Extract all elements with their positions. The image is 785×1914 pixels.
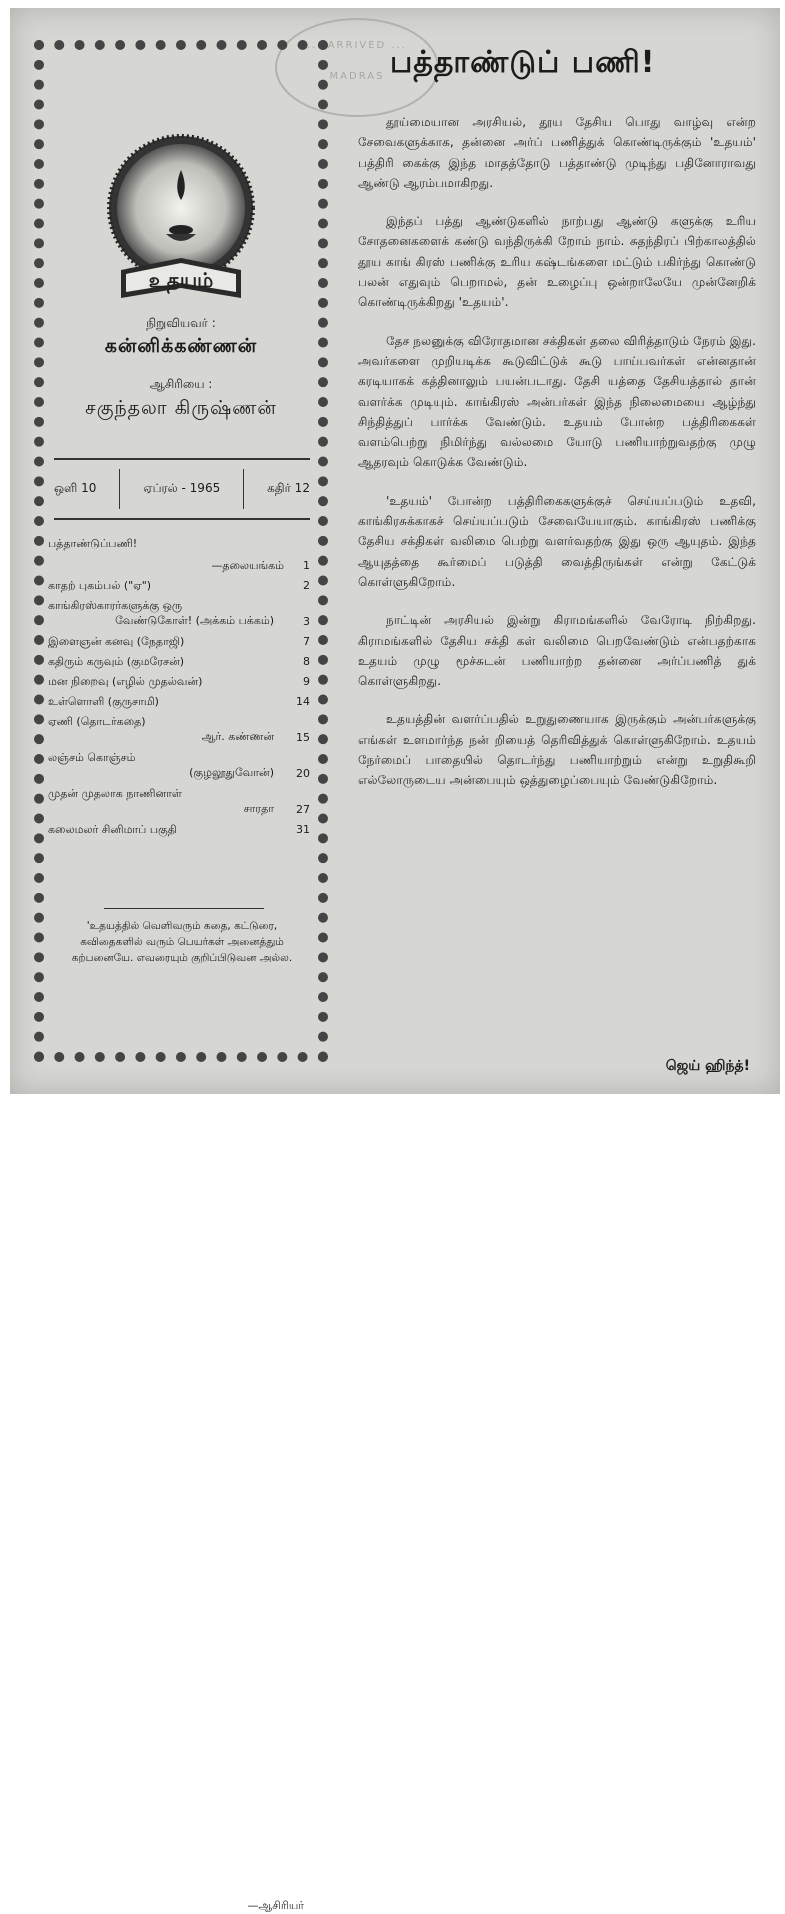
toc-item[interactable] [48, 560, 310, 580]
article-paragraph: தேச நலனுக்கு விரோதமான சக்திகள் தலை விரித்தாடும் நேரம் இது. அவர்களை முறியடிக்க கூடுவிட்டுக் கூடு பாய்பவர்கள் என்னதான் கரடியாகக் கத்தினாலும் பயன்படாது. தேசி யத்தை தேசியத்தால் தான் வளர்க்க முடியும். காங்கிரஸ் அன்பர்கள் இந்த நிலைமையை ஆழ்ந்து சிந்தித்துப் பார்க்க வேண்டும். உதயம் போன்ற பத்திரிகைகள் வளம்பெற்று நிமிர்ந்து வல்லமை யோடு பணியாற்றுவதற்கு முழு ஆதரவும் கொடுக்க வேண்டும். [358, 333, 756, 470]
toc-heading: பத்தாண்டுப்பணி! [48, 537, 138, 550]
stamp-line-1: ... ARRIVED ... [307, 40, 407, 51]
issue-kathir: கதிர் 12 [267, 481, 310, 495]
issue-date: ஏப்ரல் - 1965 [143, 481, 221, 495]
disclaimer-note [60, 918, 304, 1912]
toc-item-title: முதன் முதலாக நாணினாள் [48, 787, 182, 800]
toc-item-title: காதற் புகம்பல் ("ஏ") [48, 579, 152, 592]
disclaimer-sign: —ஆசிரியர் [247, 1899, 304, 1912]
article-paragraph: நாட்டின் அரசியல் இன்று கிராமங்களில் வேரோடி நிற்கிறது. கிராமங்களில் தேசிய சக்தி கள் வலிமை பெறவேண்டும் என்பதற்காக உதயம் முழு மூச்சுடன் பணியாற்ற தன்னை அர்ப்பணித் துக் கொள்ளுகிறது. [358, 613, 756, 689]
toc-item[interactable] [48, 824, 310, 844]
toc-item[interactable] [48, 636, 310, 656]
editor-label: ஆசிரியை : [149, 377, 213, 391]
toc-item-title: மன நிறைவு (எழில் முதல்வன்) [48, 675, 203, 688]
toc-item-title: ஏணி (தொடர்கதை) [48, 715, 146, 728]
toc-item-subtitle: வேண்டுகோள்! (அக்கம் பக்கம்) [115, 614, 274, 627]
toc-item-title: உள்ளொளி (குருசாமி) [48, 695, 159, 708]
logo-text: உதயம் [148, 268, 214, 292]
disclaimer-text: 'உதயத்தில் வெளிவரும் கதை, கட்டுரை, கவிதைகளில் வரும் பெயர்கள் அனைத்தும் கற்பனையே. எவரையும் குறிப்பிடுவன அல்ல. [71, 920, 293, 964]
founder-name: கன்னிக்கண்ணன் [104, 335, 258, 357]
masthead-lamp-logo [106, 130, 256, 310]
toc-item-page: 20 [296, 767, 310, 780]
article-paragraph: தூய்மையான அரசியல், தூய தேசிய பொது வாழ்வு என்ற சேவைகளுக்காக, தன்னை அர்ப் பணித்துக் கொண்டிருக்கும் 'உதயம்' பத்திரி கைக்கு இந்த மாதத்தோடு பத்தாண்டு முடிந்து பதினோராவது ஆண்டு ஆரம்பமாகிறது. [358, 115, 756, 190]
toc-item[interactable] [48, 788, 310, 824]
issue-info-bar [54, 458, 310, 520]
toc-item[interactable] [48, 716, 310, 752]
toc-item-title: லஞ்சம் கொஞ்சம் [48, 751, 136, 764]
toc-item-title: இளைஞன் கனவு (நேதாஜி) [48, 635, 185, 648]
toc-item-title: கலைமலர் சினிமாப் பகுதி [48, 823, 177, 836]
toc-item-page: 14 [296, 695, 310, 708]
toc-item[interactable] [48, 656, 310, 676]
toc-item-page: 27 [296, 803, 310, 816]
article-body [358, 112, 756, 809]
note-divider [104, 908, 264, 909]
toc-item-page: 15 [296, 731, 310, 744]
toc-item-page: 8 [303, 655, 310, 668]
toc-heading-row [48, 538, 310, 560]
issue-separator [119, 469, 120, 509]
left-column [44, 50, 318, 1912]
toc-item-subtitle: (குழலூதுவோன்) [189, 766, 274, 779]
toc-item-subtitle: சாரதா [243, 802, 274, 815]
article-paragraph: 'உதயம்' போன்ற பத்திரிகைகளுக்குச் செய்யப்படும் உதவி, காங்கிரசுக்காகச் செய்யப்படும் சேவையேயாகும். காங்கிரஸ் பணிக்கு தேசிய சக்திகள் வலிமை பெற்று வளர்வதற்கு இது ஒரு ஆயுதம். இந்த ஆயுதத்தை கூர்மைப் படுத்தி வைத்திருங்கள் என்று கேட்டுக் கொள்ளுகிறோம். [358, 493, 756, 589]
toc-item-title: காங்கிரஸ்காரர்களுக்கு ஒரு [48, 599, 183, 612]
toc-item[interactable] [48, 676, 310, 696]
toc-item-page: 7 [303, 635, 310, 648]
toc-item-title: —தலையங்கம் [211, 559, 284, 572]
toc-item[interactable] [48, 600, 310, 636]
toc-item[interactable] [48, 696, 310, 716]
article-headline: பத்தாண்டுப் பணி! [390, 45, 656, 80]
toc-item-subtitle: ஆர். கண்ணன் [201, 730, 274, 743]
toc-item-page: 3 [303, 615, 310, 628]
toc-item-title: கதிரும் கருவும் (குமரேசன்) [48, 655, 185, 668]
article-paragraph: இந்தப் பத்து ஆண்டுகளில் நாற்பது ஆண்டு களுக்கு உரிய சோதனைகளைக் கண்டு வந்திருக்கி றோம் நாம். சுதந்திரப் பிற்காலத்தில் தூய காங் கிரஸ் பணிக்கு உரிய கஷ்டங்களை மட்டும் பகிர்ந்து கொண்டு பலன் எதுவும் பெறாமல், தன் உழைப்பு ஒன்றாலேயே முன்னேறிக் கொண்டிருக்கிறது 'உதயம்'. [358, 214, 756, 310]
toc-item-page: 31 [296, 823, 310, 836]
article-signoff: ஜெய் ஹிந்த்! [665, 1058, 750, 1074]
toc-item[interactable] [48, 752, 310, 788]
toc-item[interactable] [48, 580, 310, 600]
founder-label: நிறுவியவர் : [146, 316, 216, 330]
toc-item-page: 9 [303, 675, 310, 688]
issue-oli: ஒளி 10 [54, 481, 97, 495]
article-paragraph: உதயத்தின் வளர்ப்பதில் உறுதுணையாக இருக்கும் அன்பர்களுக்கு எங்கள் உளமார்ந்த நன் றியைத் தெரிவித்துக் கொள்ளுகிறோம். உதயம் நேர்மைப் பாதையில் தொடர்ந்து பணியாற்றும் என்று உறுதிகூறி எல்லோருடைய அன்பையும் ஒத்துழைப்பையும் வேண்டுகிறோம். [358, 712, 756, 788]
issue-separator [243, 469, 244, 509]
stamp-line-2: MADRAS [329, 71, 385, 82]
editor-name: சகுந்தலா கிருஷ்ணன் [85, 397, 277, 419]
toc-item-page: 2 [303, 579, 310, 592]
toc-item-page: 1 [303, 559, 310, 572]
table-of-contents [48, 538, 310, 844]
